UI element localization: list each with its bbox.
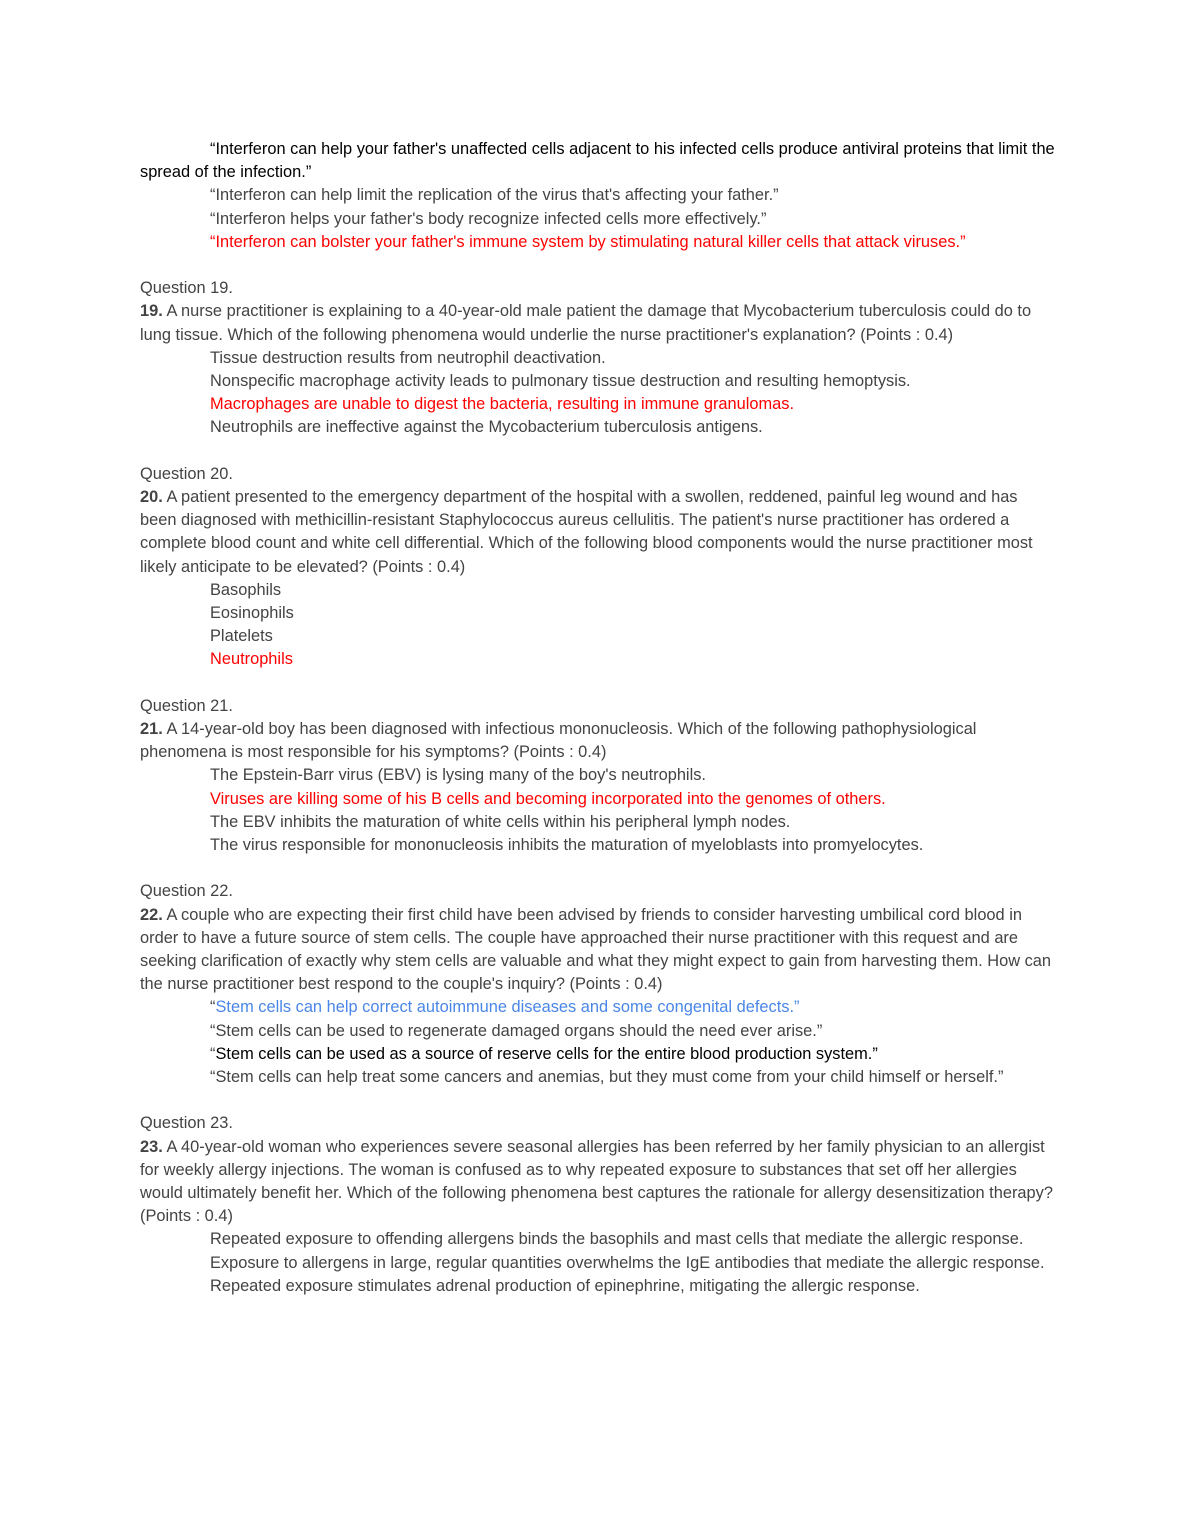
question-text: A nurse practitioner is explaining to a 40-year-old male patient the damage that Mycobacterium tuberculosis could do to lung tissue. Which of the following phenomena would underlie the nurse practitioner's explanation? (Points : 0.4) [140,302,1032,344]
option-text: Stem cells can help correct autoimmune diseases and some congenital defects.” [215,998,800,1017]
open-quote: “ [210,1044,216,1063]
question-21 [140,695,1055,857]
question-heading: Question 23. [140,1114,233,1133]
option: Repeated exposure to offending allergens binds the basophils and mast cells that mediate the allergic response. [210,1230,1024,1249]
question-23 [140,1112,1055,1298]
question-text: A 14-year-old boy has been diagnosed with infectious mononucleosis. Which of the following pathophysiological phenomena is most responsible for his symptoms? (Points : 0.4) [140,720,977,762]
question-text: A couple who are expecting their first child have been advised by friends to consider harvesting umbilical cord blood in order to have a future source of stem cells. The couple have approached their nurse practitioner with this request and are seeking clarification of exactly why stem cells are valuable and what they might expect to gain from harvesting them. How can the nurse practitioner best respond to the couple's inquiry? (Points : 0.4) [140,905,1052,994]
option-correct: Neutrophils [210,650,293,669]
question-heading: Question 22. [140,882,233,901]
option: “Interferon can help your father's unaffected cells adjacent to his infected cells produce antiviral proteins that limit the spread of the infection.” [140,140,1055,182]
option: Platelets [210,627,273,646]
question-number: 22. [140,905,163,924]
question-heading: Question 20. [140,464,233,483]
option: “Interferon helps your father's body recognize infected cells more effectively.” [210,209,767,228]
question-19 [140,277,1055,439]
question-stem [140,300,1055,346]
option-correct: Macrophages are unable to digest the bacteria, resulting in immune granulomas. [210,395,795,414]
question-number: 21. [140,720,163,739]
option-black [140,1043,1055,1066]
question-text: A 40-year-old woman who experiences severe seasonal allergies has been referred by her family physician to an allergist for weekly allergy injections. The woman is confused as to why repeated exposure to substances that set off her allergies would ultimately benefit her. Which of the following phenomena best captures the rationale for allergy desensitization therapy? (Points : 0.4) [140,1137,1053,1226]
question-number: 23. [140,1137,163,1156]
option: Exposure to allergens in large, regular quantities overwhelms the IgE antibodies that mediate the allergic response. [210,1253,1045,1272]
question-heading: Question 19. [140,279,233,298]
option: “Interferon can help limit the replication of the virus that's affecting your father.” [210,186,779,205]
question-heading: Question 21. [140,696,233,715]
option-text: Stem cells can be used as a source of reserve cells for the entire blood production system.” [215,1044,878,1063]
question-20 [140,463,1055,672]
open-quote: “ [210,998,216,1017]
carryover-options [140,138,1055,254]
question-number: 19. [140,302,163,321]
question-stem [140,1136,1055,1229]
option: “Stem cells can help treat some cancers and anemias, but they must come from your child himself or herself.” [210,1068,1004,1087]
option: Neutrophils are ineffective against the Mycobacterium tuberculosis antigens. [210,418,763,437]
option: Nonspecific macrophage activity leads to pulmonary tissue destruction and resulting hemoptysis. [210,372,911,391]
option-blue [140,996,1055,1019]
question-number: 20. [140,488,163,507]
question-text: A patient presented to the emergency department of the hospital with a swollen, reddened, painful leg wound and has been diagnosed with methicillin-resistant Staphylococcus aureus cellulitis. The patient's nurse practitioner has ordered a complete blood count and white cell differential. Which of the following blood components would the nurse practitioner most likely anticipate to be elevated? (Points : 0.4) [140,488,1033,576]
question-22 [140,880,1055,1089]
document-page [140,138,1055,1298]
option: Repeated exposure stimulates adrenal production of epinephrine, mitigating the allergic response. [210,1276,920,1295]
option-correct: “Interferon can bolster your father's immune system by stimulating natural killer cells that attack viruses.” [210,232,966,251]
option: The Epstein-Barr virus (EBV) is lysing many of the boy's neutrophils. [210,766,706,785]
option: Basophils [210,580,282,599]
option: Tissue destruction results from neutrophil deactivation. [210,348,606,367]
option: The virus responsible for mononucleosis inhibits the maturation of myeloblasts into promyelocytes. [210,836,924,855]
option: Eosinophils [210,604,294,623]
option-correct: Viruses are killing some of his B cells and becoming incorporated into the genomes of others. [210,789,886,808]
question-stem [140,486,1055,579]
option: “Stem cells can be used to regenerate damaged organs should the need ever arise.” [210,1021,823,1040]
option: The EBV inhibits the maturation of white cells within his peripheral lymph nodes. [210,812,791,831]
question-stem [140,904,1055,997]
question-stem [140,718,1055,764]
